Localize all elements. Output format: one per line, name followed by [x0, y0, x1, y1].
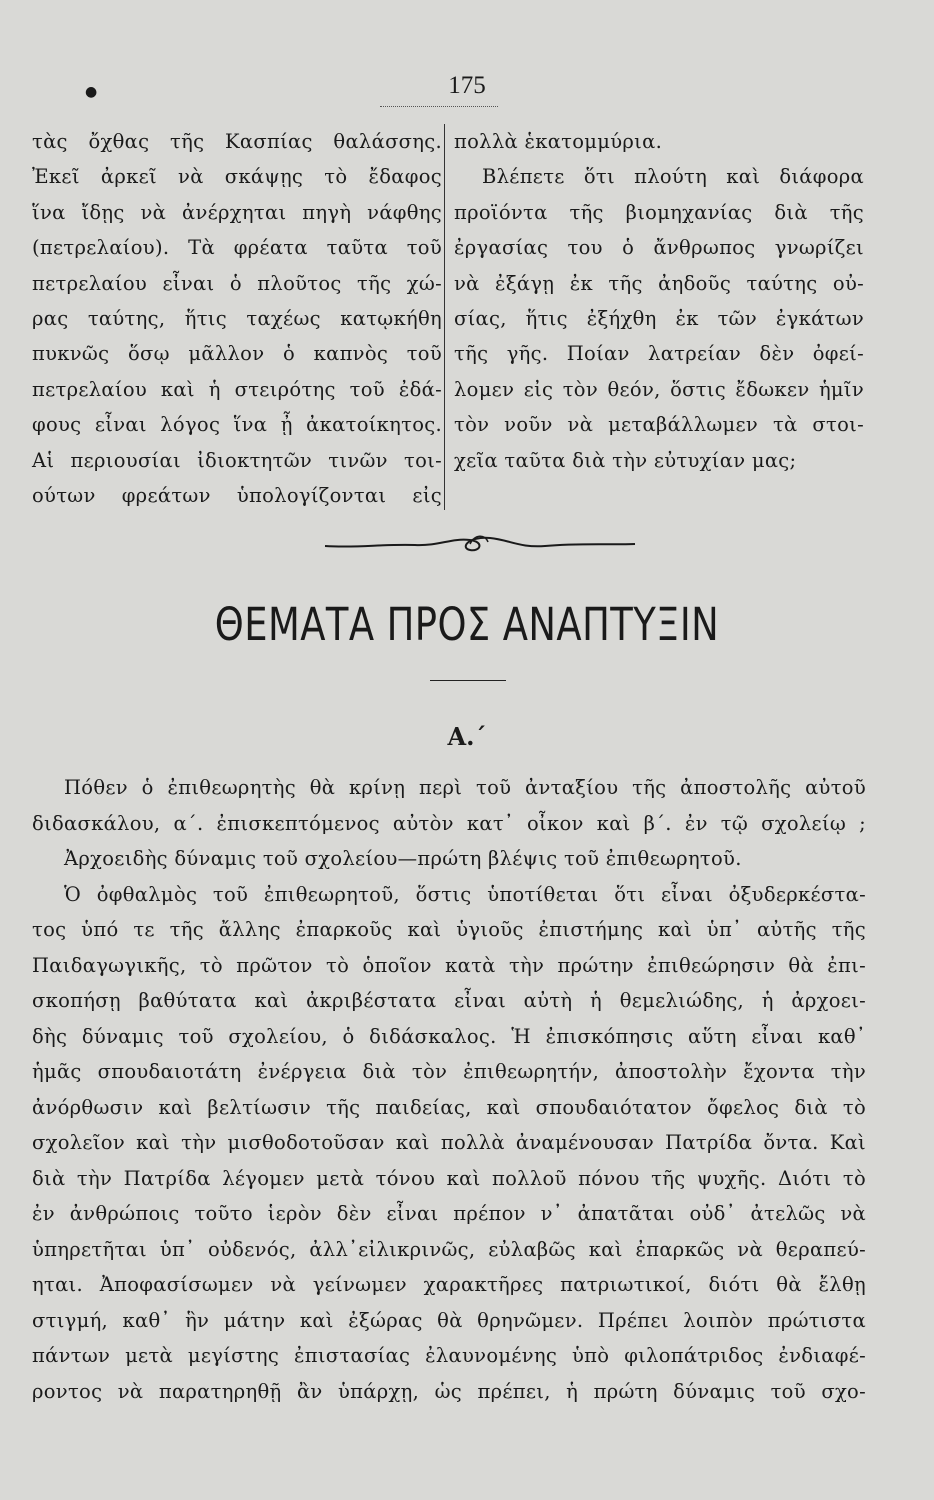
body-line: Ἀρχοειδὴς δύναμις τοῦ σχολείου—πρώτη βλέψις τοῦ ἐπιθεωρητοῦ. [64, 847, 742, 870]
right-column-line: νὰ ἐξάγῃ ἐκ τῆς ἀηδοῦς ταύτης οὐ- [454, 271, 864, 295]
body-line: ἡμᾶς σπουδαιοτάτη ἐνέργεια διὰ τὸν ἐπιθεωρητήν, ἀποστολὴν ἔχοντα τὴν [32, 1060, 866, 1083]
left-column-line: (πετρελαίου). Τὰ φρέατα ταῦτα τοῦ [32, 236, 442, 260]
two-column-text [32, 124, 872, 510]
section-marker: Α.΄ [447, 722, 487, 751]
page-number-rule [380, 106, 498, 107]
body-line: Παιδαγωγικῆς, τὸ πρῶτον τὸ ὁποῖον κατὰ τὴν πρώτην ἐπιθεώρησιν θὰ ἐπι- [32, 953, 866, 977]
body-line: ἐν ἀνθρώποις τοῦτο ἱερὸν δὲν εἶναι πρέπον ν᾽ ἀπατᾶται οὐδ᾽ ἀτελῶς νὰ [32, 1202, 866, 1225]
body-line: ροντος νὰ παρατηρηθῇ ἂν ὑπάρχῃ, ὡς πρέπει, ἡ πρώτη δύναμις τοῦ σχο- [32, 1379, 866, 1403]
body-line: ὑπηρετῆται ὑπ᾽ οὐδενός, ἀλλ᾽εἰλικρινῶς, εὐλαβῶς καὶ ἐπαρκῶς νὰ θεραπεύ- [32, 1237, 866, 1261]
right-column-line: Βλέπετε ὅτι πλούτη καὶ διάφορα [482, 165, 864, 189]
left-column [32, 124, 442, 513]
section-heading: ΘΕΜΑΤΑ ΠΡΟΣ ΑΝΑΠΤΥΞΙΝ [214, 598, 720, 651]
column-divider [444, 124, 445, 510]
left-column-line: πετρελαίου εἶναι ὁ πλοῦτος τῆς χώ- [32, 271, 442, 295]
heading-rule [430, 680, 506, 681]
body-line: τος ὑπό τε τῆς ἄλλης ἐπαρκοῦς καὶ ὑγιοῦς ἐπιστήμης καὶ ὑπ᾽ αὐτῆς τῆς [32, 918, 866, 941]
right-column-line: προϊόντα τῆς βιομηχανίας διὰ τῆς [454, 200, 864, 224]
body-line: ἀνόρθωσιν καὶ βελτίωσιν τῆς παιδείας, καὶ σπουδαιότατον ὄφελος διὰ τὸ [32, 1095, 866, 1119]
left-column-line: φους εἶναι λόγος ἵνα ᾖ ἀκατοίκητος. [32, 413, 442, 437]
right-column-line: χεῖα ταῦτα διὰ τὴν εὐτυχίαν μας; [454, 448, 797, 472]
decorative-ornament [320, 532, 640, 556]
right-column-line: ἐργασίας του ὁ ἄνθρωπος γνωρίζει [454, 236, 864, 260]
body-text [32, 770, 866, 1409]
body-line: Ὁ ὀφθαλμὸς τοῦ ἐπιθεωρητοῦ, ὅστις ὑποτίθεται ὅτι εἶναι ὀξυδερκέστα- [64, 882, 866, 906]
body-line: διδασκάλου, α΄. ἐπισκεπτόμενος αὐτὸν κατ᾽ οἶκον καὶ β΄. ἐν τῷ σχολείῳ ; [32, 811, 866, 835]
left-column-line: τὰς ὄχθας τῆς Κασπίας θαλάσσης. [32, 130, 442, 153]
body-line: δὴς δύναμις τοῦ σχολείου, ὁ διδάσκαλος. Ἡ ἐπισκόπησις αὕτη εἶναι καθ᾽ [32, 1024, 866, 1048]
left-column-line: Ἐκεῖ ἀρκεῖ νὰ σκάψῃς τὸ ἔδαφος [32, 165, 442, 189]
right-column-line: λομεν εἰς τὸν θεόν, ὅστις ἔδωκεν ἡμῖν [454, 377, 864, 401]
right-column-line: πολλὰ ἑκατομμύρια. [454, 130, 663, 153]
margin-mark: ● [85, 84, 98, 100]
left-column-line: πετρελαίου καὶ ἡ στειρότης τοῦ ἐδά- [32, 377, 442, 401]
right-column [454, 124, 864, 478]
page-number: 175 [448, 72, 486, 99]
body-line: σχολεῖον καὶ τὴν μισθοδοτοῦσαν καὶ πολλὰ ἀναμένουσαν Πατρίδα ὄντα. Καὶ [32, 1131, 866, 1154]
left-column-line: ἵνα ἴδῃς νὰ ἀνέρχηται πηγὴ νάφθης [32, 200, 442, 224]
left-column-line: πυκνῶς ὅσῳ μᾶλλον ὁ καπνὸς τοῦ [32, 342, 442, 366]
right-column-line: τὸν νοῦν νὰ μεταβάλλωμεν τὰ στοι- [454, 413, 864, 437]
body-line: διὰ τὴν Πατρίδα λέγομεν μετὰ τόνου καὶ πολλοῦ πόνου τῆς ψυχῆς. Διότι τὸ [32, 1166, 866, 1190]
body-line: σκοπήσῃ βαθύτατα καὶ ἀκριβέστατα εἶναι αὐτὴ ἡ θεμελιώδης, ἡ ἀρχοει- [32, 989, 866, 1012]
body-line: Πόθεν ὁ ἐπιθεωρητὴς θὰ κρίνῃ περὶ τοῦ ἀνταξίου τῆς ἀποστολῆς αὐτοῦ [64, 776, 866, 799]
right-column-line: τῆς γῆς. Ποίαν λατρείαν δὲν ὀφεί- [454, 342, 864, 366]
body-line: στιγμή, καθ᾽ ἣν μάτην καὶ ἐξώρας θὰ θρηνῶμεν. Πρέπει λοιπὸν πρώτιστα [32, 1308, 866, 1332]
left-column-line: ούτων φρεάτων ὑπολογίζονται εἰς [32, 484, 442, 508]
body-line: πάντων μετὰ μεγίστης ἐπιστασίας ἐλαυνομένης ὑπὸ φιλοπάτριδος ἐνδιαφέ- [32, 1344, 866, 1367]
body-line: ηται. Ἀποφασίσωμεν νὰ γείνωμεν χαρακτῆρες πατριωτικοί, διότι θὰ ἔλθῃ [32, 1273, 866, 1296]
right-column-line: σίας, ἥτις ἐξήχθη ἐκ τῶν ἐγκάτων [454, 307, 864, 331]
left-column-line: Αἱ περιουσίαι ἰδιοκτητῶν τινῶν τοι- [32, 448, 442, 472]
left-column-line: ρας ταύτης, ἥτις ταχέως κατῳκήθη [32, 307, 442, 331]
